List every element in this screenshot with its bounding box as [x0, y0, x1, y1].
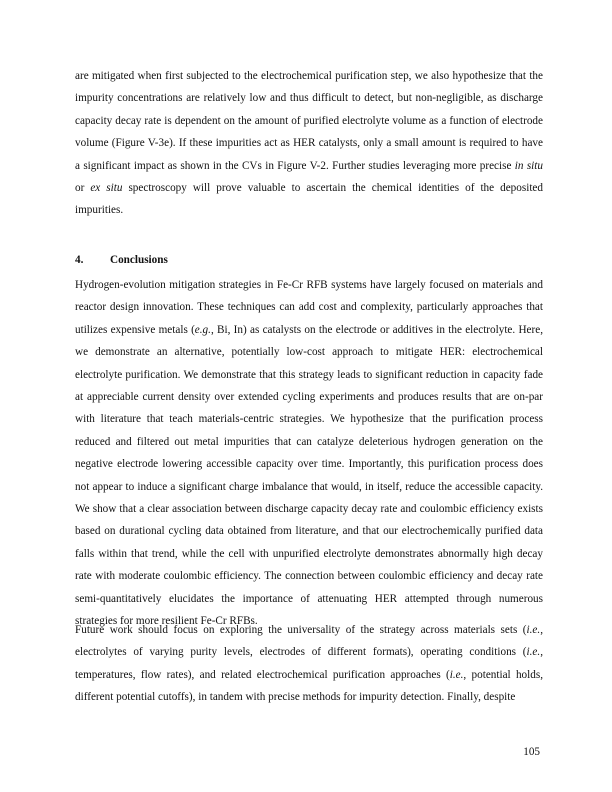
body-paragraph-conclusions [75, 274, 543, 633]
paragraph-text: spectroscopy will prove valuable to ascertain the chemical identities of the deposited impurities. [75, 182, 543, 217]
body-paragraph-future-work [75, 619, 543, 709]
paragraph-text: Hydrogen-evolution mitigation strategies in Fe-Cr RFB systems have largely focused on materials and reactor design innovation. These techniques can add cost and complexity, particularly approaches that utilizes expensive metals ( [75, 279, 543, 336]
section-title: Conclusions [110, 254, 168, 266]
section-heading [75, 252, 168, 268]
paragraph-text: , potential holds, different potential cutoffs), in tandem with precise methods for impurity detection. Finally, despite [75, 668, 544, 704]
page-number: 105 [523, 746, 540, 758]
paragraph-text: Future work should focus on exploring the universality of the strategy across materials sets ( [75, 624, 527, 636]
body-paragraph-hypothesis [75, 65, 543, 222]
italic-ie: i.e. [449, 668, 464, 681]
section-number: 4. [75, 254, 84, 266]
paragraph-text: are mitigated when first subjected to the electrochemical purification step, we also hypothesize that the impurity concentrations are relatively low and thus difficult to detect, but non-negligible, as discharge capacity decay rate is dependent on the amount of purified electrolyte volume as a function of electrode volume (Figure V-3e). If these impurities act as HER catalysts, only a small amount is required to have a significant impact as shown in the CVs in Figure V-2. Further studies leveraging more precise [75, 70, 543, 172]
italic-ie: i.e. [526, 646, 541, 659]
italic-ie: i.e. [526, 624, 541, 636]
paragraph-text: or [75, 182, 91, 195]
paragraph-text: , electrolytes of varying purity levels, electrodes of different formats), operating conditions ( [75, 624, 543, 659]
italic-eg: e.g. [194, 323, 211, 336]
paragraph-text: , Bi, In) as catalysts on the electrode or additives in the electrolyte. Here, we demonstrate an alternative, potentially low-cost approach to mitigate HER: electrochemical electrolyte purification. We demonstrate that this strategy leads to significant reduction in capacity fade at appreciable current density over extended cycling experiments and produces results that are on-par with literature that teach materials-centric strategies. We hypothesize that the purification process reduced and filtered out metal impurities that can catalyze deleterious hydrogen generation on the negative electrode lowering accessible capacity over time. Importantly, this purification process does not appear to induce a significant charge imbalance that would, in itself, reduce the accessible capacity. We show that a clear association between discharge capacity decay rate and coulombic efficiency exists based on durational cycling data obtained from literature, and that our electrochemically purified data falls within that trend, while the cell with unpurified electrolyte demonstrates abnormally high decay rate with moderate coulombic efficiency. The connection between coulombic efficiency and decay rate semi-quantitatively elucidates the importance of attenuating HER attempted through numerous strategies for more resilient Fe-Cr RFBs. [75, 323, 543, 628]
paragraph-text: , temperatures, flow rates), and related electrochemical purification approaches ( [75, 646, 543, 681]
italic-in-situ: in situ [514, 159, 543, 172]
italic-ex-situ: ex situ [90, 182, 123, 195]
